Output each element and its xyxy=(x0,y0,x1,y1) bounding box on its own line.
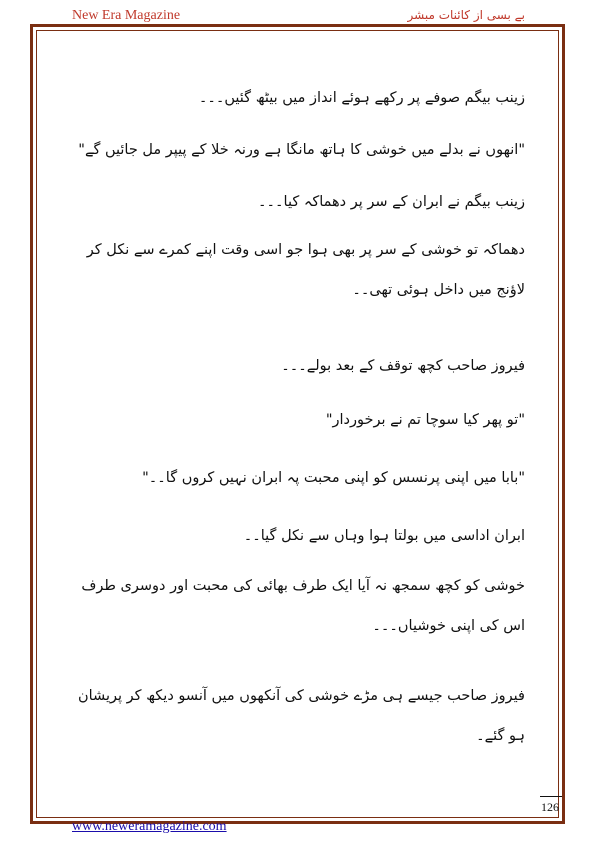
paragraph-10: فیروز صاحب جیسے ہی مڑے خوشی کی آنکھوں میں آنسو دیکھ کر پریشان ہو گئے۔ xyxy=(77,688,525,744)
magazine-name: New Era Magazine xyxy=(72,8,181,23)
paragraph-8: ابران اداسی میں بولتا ہوا وہاں سے نکل گیا۔۔ xyxy=(243,528,525,544)
website-link[interactable]: www.neweramagazine.com xyxy=(72,819,227,834)
paragraph-9: خوشی کو کچھ سمجھ نہ آیا ایک طرف بھائی کی محبت اور دوسری طرف اس کی اپنی خوشیاں۔۔۔ xyxy=(81,578,525,634)
paragraph-7: "بابا میں اپنی پرنسس کو اپنی محبت پہ ابران نہیں کروں گا۔۔" xyxy=(142,470,525,486)
paragraph-2: "انھوں نے بدلے میں خوشی کا ہاتھ مانگا ہے ورنہ خلا کے پیپر مل جائیں گے" xyxy=(78,142,525,158)
novel-title: بے بسی از کائنات مبشر xyxy=(407,8,525,22)
page-number-rule xyxy=(540,796,562,797)
paragraph-5: فیروز صاحب کچھ توقف کے بعد بولے۔۔۔ xyxy=(281,358,525,374)
paragraph-6: "تو پھر کیا سوچا تم نے برخوردار" xyxy=(325,412,525,428)
paragraph-1: زینب بیگم صوفے پر رکھے ہوئے انداز میں بیٹھ گئیں۔۔۔ xyxy=(198,90,525,106)
paragraph-4: دھماکہ تو خوشی کے سر پر بھی ہوا جو اسی وقت اپنے کمرے سے نکل کر لاؤنج میں داخل ہوئی تھی۔۔ xyxy=(86,242,525,298)
page-number: 126 xyxy=(541,800,559,814)
paragraph-3: زینب بیگم نے ابران کے سر پر دھماکہ کیا۔۔۔ xyxy=(258,194,525,210)
